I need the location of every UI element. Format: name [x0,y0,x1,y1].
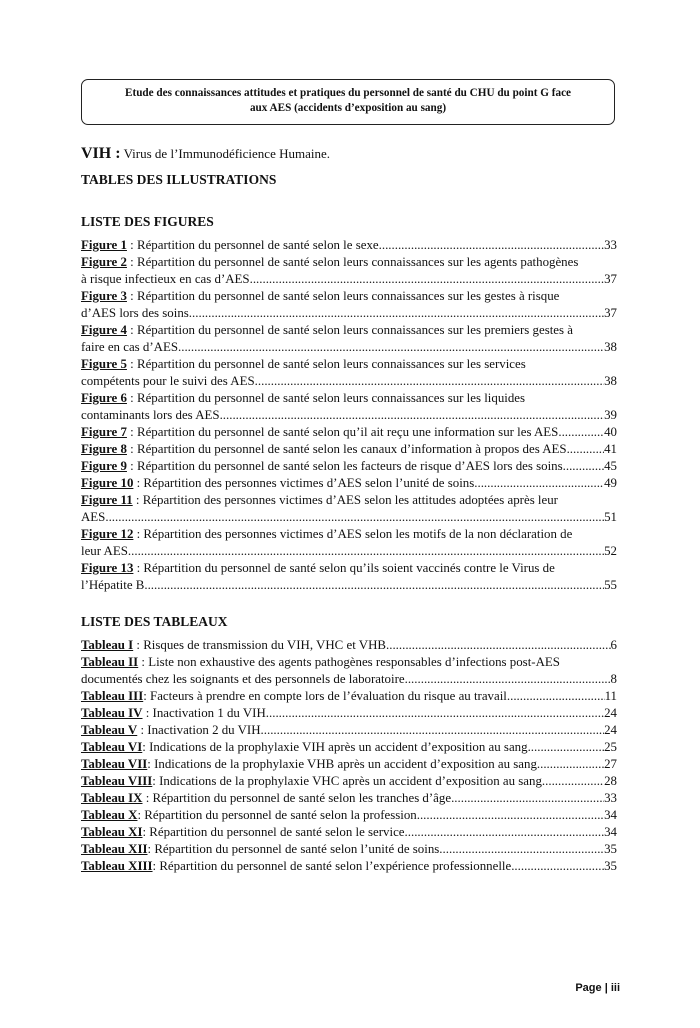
entry-text [81,841,439,858]
figure-entry[interactable] [81,458,617,475]
entry-line [81,475,617,492]
entry-title: : Répartition du personnel de santé selon leurs connaissances sur les agents pathogènes [126,255,579,269]
entry-title: documentés chez les soignants et des personnels de laboratoire [81,672,405,686]
entry-label[interactable]: Tableau XII [81,842,148,856]
entry-label[interactable]: Figure 4 [81,323,127,337]
figure-entry[interactable] [81,492,617,526]
tables-title: TABLES DES ILLUSTRATIONS [81,172,277,187]
entry-text [81,773,542,790]
tableau-entry[interactable] [81,654,617,688]
entry-text [81,254,578,271]
dot-leader [250,271,605,288]
entry-title: faire en cas d’AES [81,340,178,354]
dot-leader [261,722,605,739]
entry-label[interactable]: Tableau II [81,655,139,669]
tableau-entry[interactable] [81,773,617,790]
page-ref[interactable]: 25 [604,740,617,754]
tableau-entry[interactable] [81,739,617,756]
entry-title: : Répartition du personnel de santé selon le sexe [126,238,379,252]
page-ref[interactable]: 49 [604,476,617,490]
entry-title: : Répartition du personnel de santé selon qu’il ait reçu une information sur les AES [126,425,559,439]
entry-line [81,373,617,390]
page-ref[interactable]: 55 [604,578,617,592]
entry-title: à risque infectieux en cas d’AES [81,272,250,286]
dot-leader [439,841,604,858]
entry-line [81,560,617,577]
entry-label[interactable]: Tableau VII [81,757,148,771]
dot-leader [542,773,604,790]
dot-leader [220,407,605,424]
figure-entry[interactable] [81,526,617,560]
entry-text [81,288,559,305]
entry-line [81,739,617,756]
entry-title: leur AES [81,544,128,558]
entry-line [81,773,617,790]
page-ref[interactable]: 45 [604,459,617,473]
entry-text [81,756,537,773]
page-ref[interactable]: 8 [610,672,617,686]
entry-text [81,807,417,824]
entry-title: : Répartition du personnel de santé selon l’unité de soins [147,842,440,856]
entry-label[interactable]: Figure 6 [81,391,127,405]
page-ref[interactable]: 33 [604,791,617,805]
entry-text [81,526,572,543]
entry-title: : Inactivation 1 du VIH [142,706,266,720]
entry-title: d’AES lors des soins [81,306,189,320]
entry-text [81,509,105,526]
entry-title: AES [81,510,106,524]
header-line-1: Etude des connaissances attitudes et pratiques du personnel de santé du CHU du point G face [125,87,571,99]
tableau-entry[interactable] [81,790,617,807]
document-header [81,79,615,125]
entry-title: : Répartition du personnel de santé selon qu’ils soient vaccinés contre le Virus de [133,561,555,575]
entry-label[interactable]: Figure 13 [81,561,134,575]
entry-label[interactable]: Tableau VIII [81,774,153,788]
entry-title: : Répartition du personnel de santé selon leurs connaissances sur les gestes à risque [126,289,560,303]
figure-entry[interactable] [81,254,617,288]
dot-leader [511,858,604,875]
dot-leader [528,739,605,756]
entry-line [81,509,617,526]
header-line-2: aux AES (accidents d’exposition au sang) [249,102,447,114]
entry-line [81,237,617,254]
entry-title: : Répartition du personnel de santé selon les facteurs de risque d’AES lors des soins [126,459,563,473]
entry-text [81,858,511,875]
entry-line [81,339,617,356]
dot-leader [558,424,604,441]
entry-title: : Inactivation 2 du VIH [137,723,261,737]
entry-title: : Répartition des personnes victimes d’AES selon les attitudes adoptées après leur [132,493,558,507]
dot-leader [266,705,604,722]
entry-label[interactable]: Tableau IV [81,706,143,720]
entry-label[interactable]: Figure 3 [81,289,127,303]
page-ref[interactable]: 34 [604,808,617,822]
entry-label[interactable]: Figure 1 [81,238,127,252]
page-number: Page | iii [575,982,620,994]
entry-text [81,688,507,705]
entry-title: : Risques de transmission du VIH, VHC et VHB [133,638,386,652]
tableau-entry[interactable] [81,824,617,841]
page-ref[interactable]: 51 [604,510,617,524]
entry-label[interactable]: Tableau XI [81,825,143,839]
figure-entry[interactable] [81,288,617,322]
entry-line [81,688,617,705]
entry-label[interactable]: Tableau V [81,723,138,737]
entry-line [81,790,617,807]
page-ref[interactable]: 11 [604,689,617,703]
entry-text [81,722,261,739]
figures-title: LISTE DES FIGURES [81,214,214,229]
entry-line [81,722,617,739]
dot-leader [567,441,605,458]
dot-leader [255,373,604,390]
entry-text [81,407,220,424]
entry-text [81,322,573,339]
tableau-entry[interactable] [81,637,617,654]
page-ref[interactable]: 35 [604,859,617,873]
entry-line [81,756,617,773]
dot-leader [189,305,604,322]
tableaux-list [81,637,617,875]
entry-line [81,577,617,594]
tableau-entry[interactable] [81,705,617,722]
entry-title: : Répartition du personnel de santé selon les canaux d’information à propos des AES [126,442,567,456]
entry-text [81,305,189,322]
entry-title: : Indications de la prophylaxie VHC après un accident d’exposition au sang [152,774,542,788]
entry-label[interactable]: Figure 9 [81,459,127,473]
page-ref[interactable]: 41 [604,442,617,456]
entry-title: : Répartition du personnel de santé selon leurs connaissances sur les liquides [126,391,526,405]
entry-label[interactable]: Figure 7 [81,425,127,439]
entry-title: contaminants lors des AES [81,408,220,422]
tableau-entry[interactable] [81,807,617,824]
entry-label[interactable]: Figure 11 [81,493,133,507]
entry-title: : Répartition des personnes victimes d’AES selon l’unité de soins [133,476,475,490]
entry-label[interactable]: Figure 8 [81,442,127,456]
tableau-entry[interactable] [81,841,617,858]
tableau-entry[interactable] [81,688,617,705]
dot-leader [405,671,611,688]
entry-label[interactable]: Figure 10 [81,476,134,490]
abbreviation-term: VIH : [81,145,121,162]
entry-line [81,390,617,407]
figure-entry[interactable] [81,441,617,458]
entry-line [81,654,617,671]
dot-leader [474,475,604,492]
page-ref[interactable]: 40 [604,425,617,439]
entry-label[interactable]: Tableau IX [81,791,143,805]
entry-text [81,577,144,594]
entry-text [81,739,528,756]
tableau-entry[interactable] [81,756,617,773]
entry-text [81,492,558,509]
entry-title: : Indications de la prophylaxie VIH après un accident d’exposition au sang [142,740,528,754]
entry-text [81,339,178,356]
page-ref[interactable]: 28 [604,774,617,788]
dot-leader [563,458,604,475]
entry-line [81,671,617,688]
entry-text [81,560,555,577]
figure-entry[interactable] [81,322,617,356]
entry-title: compétents pour le suivi des AES [81,374,255,388]
entry-text [81,373,255,390]
entry-line [81,288,617,305]
entry-title: l’Hépatite B [81,578,145,592]
entry-title: : Répartition du personnel de santé selon les tranches d’âge [142,791,452,805]
entry-line [81,543,617,560]
page-ref[interactable]: 24 [604,706,617,720]
entry-label[interactable]: Tableau III [81,689,144,703]
entry-label[interactable]: Figure 2 [81,255,127,269]
entry-line [81,841,617,858]
tableau-entry[interactable] [81,858,617,875]
dot-leader [405,824,605,841]
dot-leader [451,790,604,807]
entry-text [81,824,405,841]
entry-title: : Répartition du personnel de santé selon leurs connaissances sur les services [126,357,526,371]
entry-text [81,390,525,407]
page-ref[interactable]: 6 [610,638,617,652]
entry-title: : Répartition du personnel de santé selon le service [142,825,405,839]
tableaux-title: LISTE DES TABLEAUX [81,614,228,629]
entry-line [81,271,617,288]
entry-line [81,637,617,654]
page-ref[interactable]: 52 [604,544,617,558]
entry-line [81,492,617,509]
figure-entry[interactable] [81,475,617,492]
entry-line [81,858,617,875]
figures-list [81,237,617,594]
page-ref[interactable]: 38 [604,374,617,388]
entry-title: : Répartition du personnel de santé selon leurs connaissances sur les premiers gestes à [126,323,573,337]
entry-label[interactable]: Figure 12 [81,527,134,541]
entry-text [81,237,379,254]
page-ref[interactable]: 27 [604,757,617,771]
tableau-entry[interactable] [81,722,617,739]
entry-label[interactable]: Tableau XIII [81,859,153,873]
entry-text [81,356,526,373]
entry-line [81,441,617,458]
entry-text [81,654,560,671]
entry-text [81,543,128,560]
entry-title: : Répartition du personnel de santé selon l’expérience professionnelle [152,859,512,873]
entry-line [81,322,617,339]
entry-text [81,705,266,722]
page-ref[interactable]: 37 [604,306,617,320]
entry-text [81,637,386,654]
dot-leader [417,807,604,824]
dot-leader [144,577,604,594]
page-ref[interactable]: 38 [604,340,617,354]
page-ref[interactable]: 34 [604,825,617,839]
page-ref[interactable]: 33 [604,238,617,252]
entry-title: : Répartition du personnel de santé selon la profession [137,808,417,822]
entry-text [81,424,558,441]
entry-line [81,356,617,373]
abbreviation-entry [81,145,330,163]
entry-title: : Facteurs à prendre en compte lors de l’évaluation du risque au travail [143,689,507,703]
entry-text [81,671,405,688]
entry-title: : Indications de la prophylaxie VHB après un accident d’exposition au sang [147,757,537,771]
entry-line [81,305,617,322]
entry-line [81,424,617,441]
figure-entry[interactable] [81,560,617,594]
dot-leader [507,688,605,705]
figure-entry[interactable] [81,237,617,254]
entry-text [81,271,250,288]
entry-line [81,807,617,824]
dot-leader [386,637,611,654]
entry-text [81,441,567,458]
entry-label[interactable]: Tableau X [81,808,138,822]
entry-line [81,705,617,722]
page-ref[interactable]: 39 [604,408,617,422]
page-ref[interactable]: 24 [604,723,617,737]
dot-leader [105,509,604,526]
entry-text [81,475,474,492]
entry-label[interactable]: Tableau I [81,638,134,652]
entry-line [81,407,617,424]
figure-entry[interactable] [81,356,617,390]
entry-text [81,790,451,807]
entry-line [81,458,617,475]
entry-text [81,458,563,475]
page-ref[interactable]: 37 [604,272,617,286]
figure-entry[interactable] [81,424,617,441]
entry-title: : Liste non exhaustive des agents pathogènes responsables d’infections post-AES [138,655,560,669]
entry-label[interactable]: Figure 5 [81,357,127,371]
entry-title: : Répartition des personnes victimes d’AES selon les motifs de la non déclaration de [133,527,573,541]
dot-leader [178,339,604,356]
figure-entry[interactable] [81,390,617,424]
entry-line [81,526,617,543]
entry-label[interactable]: Tableau VI [81,740,143,754]
page-ref[interactable]: 35 [604,842,617,856]
dot-leader [128,543,604,560]
abbreviation-definition: Virus de l’Immunodéficience Humaine. [120,146,331,161]
entry-line [81,824,617,841]
dot-leader [537,756,604,773]
entry-line [81,254,617,271]
dot-leader [379,237,604,254]
